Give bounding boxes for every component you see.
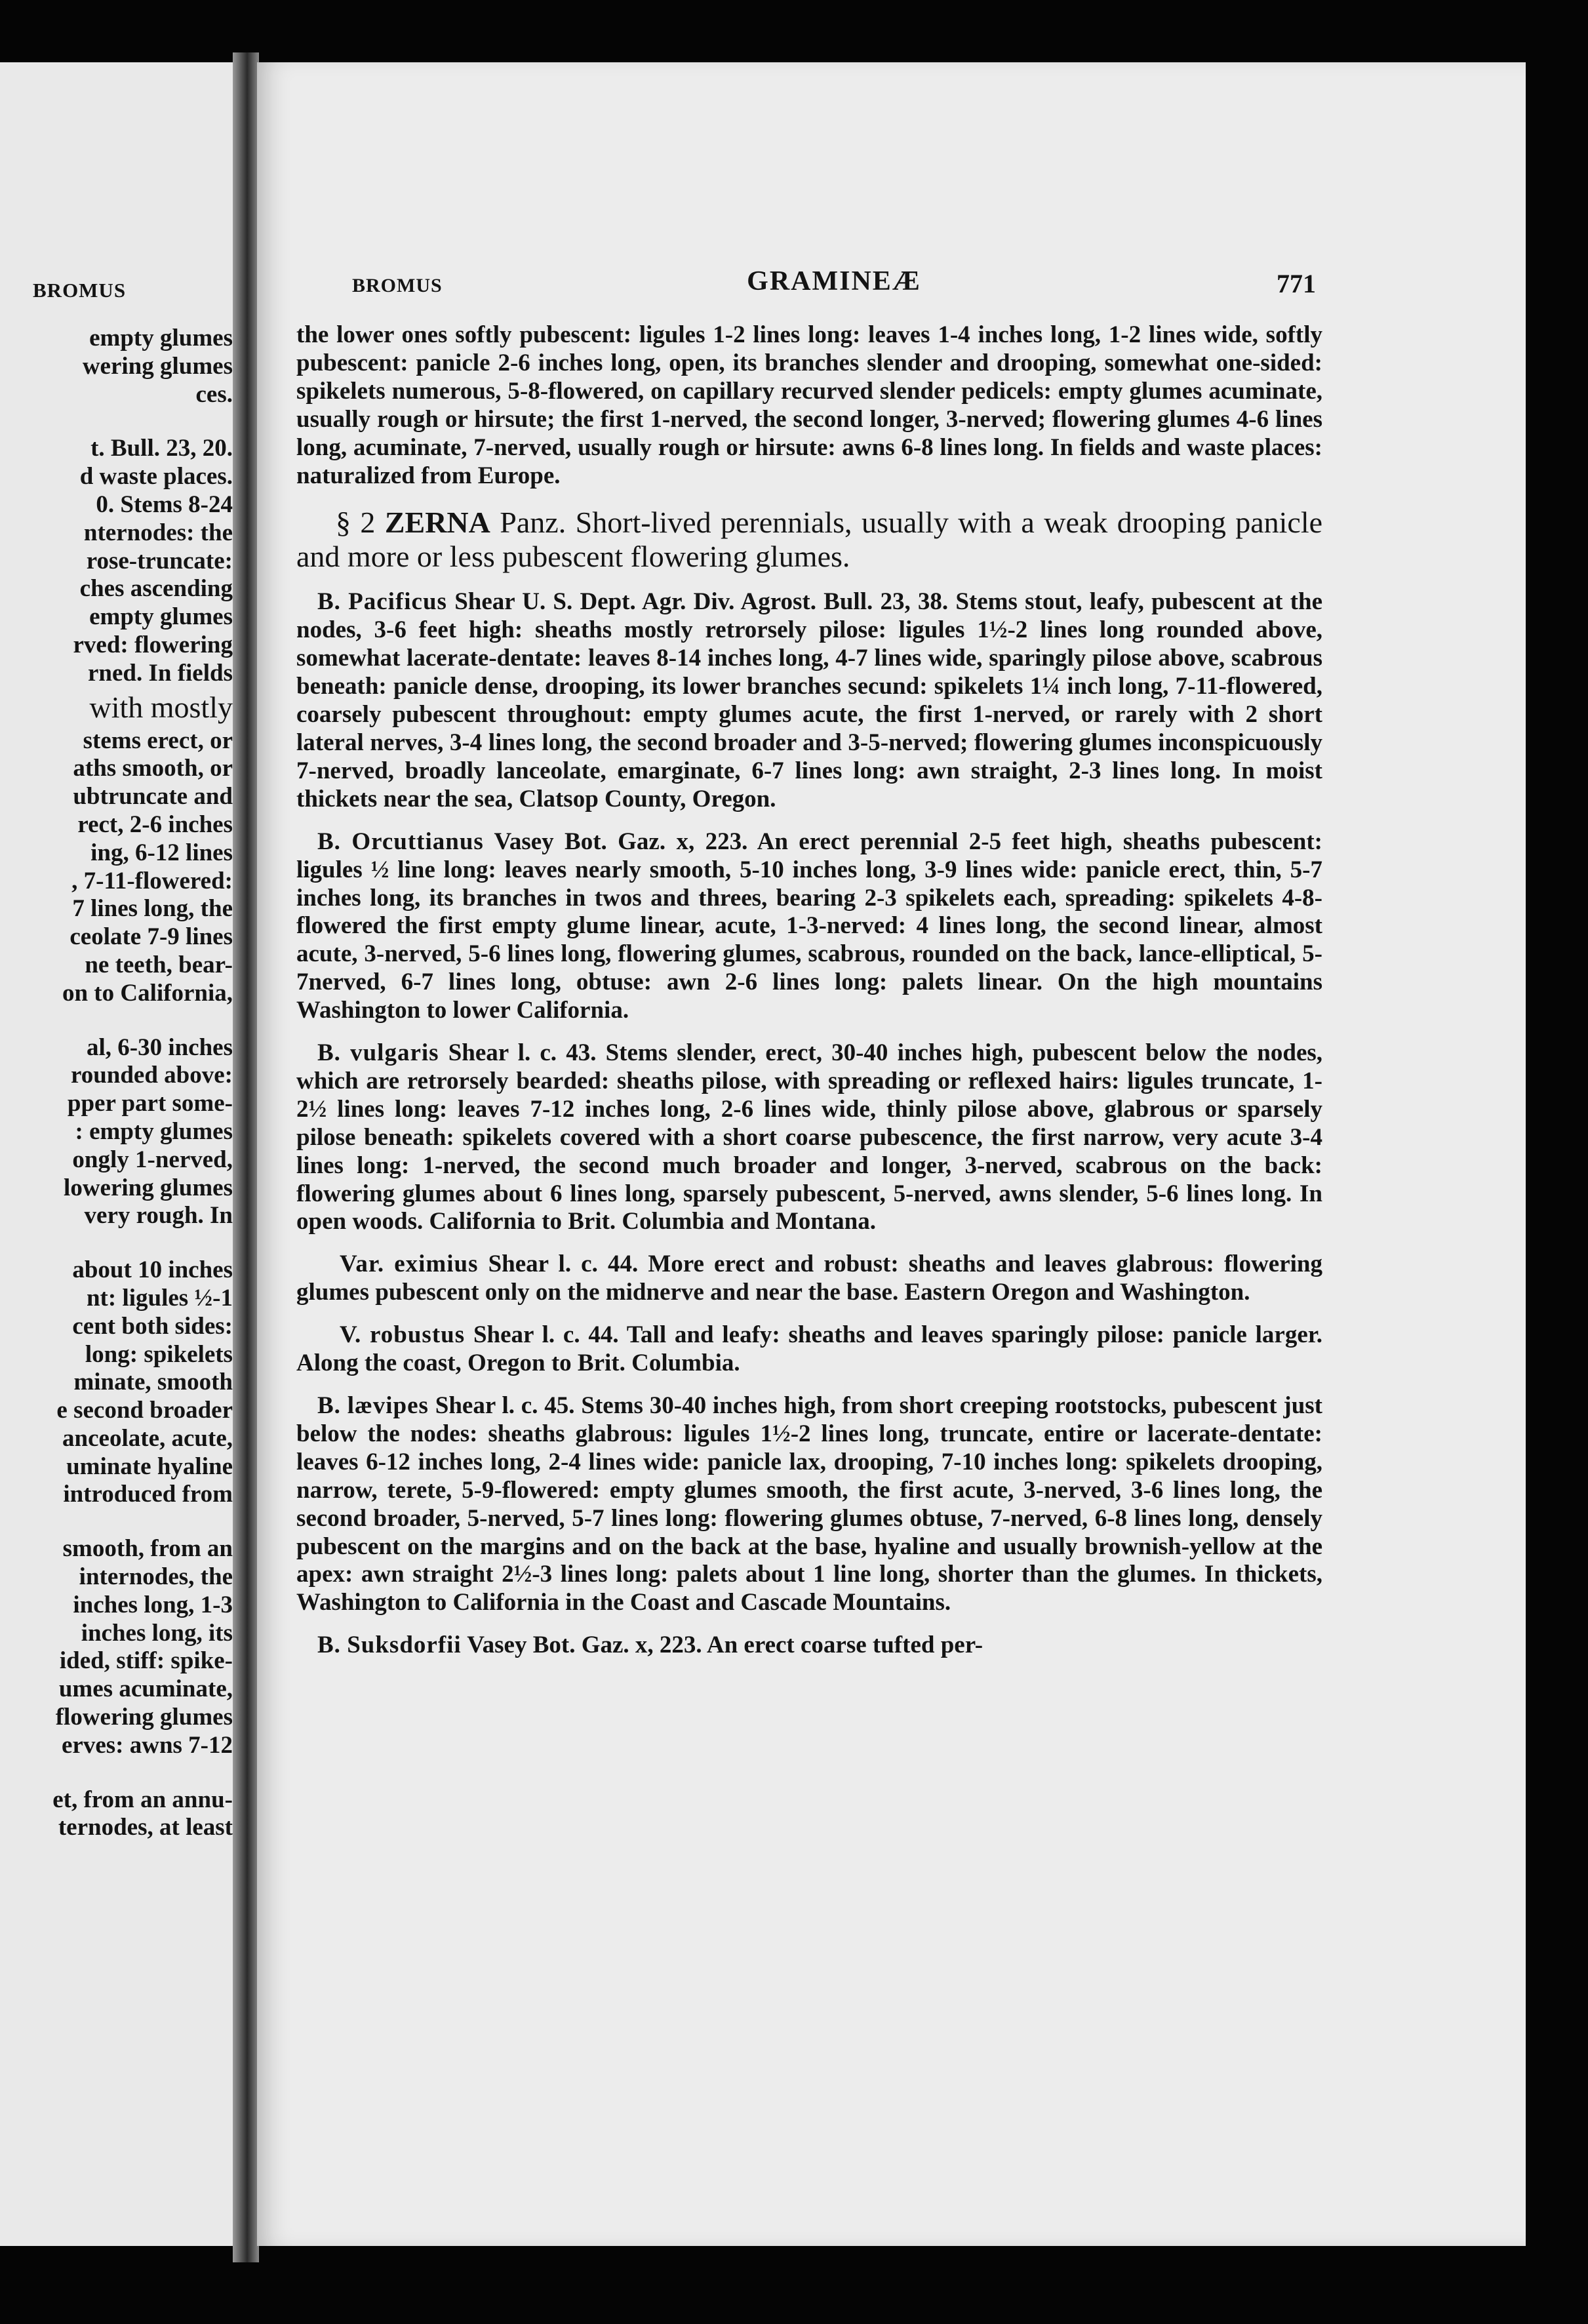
previous-page-line: inches long, its	[81, 1619, 233, 1647]
line-gap	[7, 1760, 233, 1786]
species-abbreviation: V.	[340, 1321, 362, 1349]
previous-page-line: rned. In fields	[87, 659, 233, 687]
previous-page-line: wering glumes	[82, 352, 233, 380]
previous-page-line: rved: flowering	[73, 631, 233, 658]
previous-page-line: anceolate, acute,	[62, 1424, 233, 1452]
previous-page-line: t. Bull. 23, 20.	[90, 435, 233, 462]
species-abbreviation: B.	[317, 1632, 341, 1659]
previous-page-line: very rough. In	[84, 1202, 233, 1230]
previous-page-line: : empty glumes	[75, 1117, 233, 1145]
line-gap	[7, 409, 233, 435]
previous-page-line: internodes, the	[79, 1563, 233, 1591]
line-gap	[7, 1008, 233, 1034]
previous-page-line: ubtruncate and	[73, 783, 233, 811]
previous-page-line: with mostly	[89, 690, 233, 724]
previous-page-line: , 7-11-flowered:	[71, 867, 233, 894]
previous-page-line: umes acuminate,	[58, 1675, 233, 1703]
species-abbreviation: B.	[317, 828, 341, 855]
species-name: vulgaris	[350, 1039, 439, 1067]
book-page	[257, 62, 1526, 2246]
species-entry	[296, 1392, 1322, 1617]
previous-page-line: introduced from	[63, 1481, 233, 1508]
species-entry	[296, 1251, 1322, 1307]
previous-page-line: smooth, from an	[62, 1535, 233, 1563]
previous-page-line: on to California,	[62, 979, 233, 1007]
previous-page-line: al, 6-30 inches	[86, 1033, 233, 1061]
previous-page-line: long: spikelets	[85, 1340, 233, 1368]
species-list	[296, 588, 1322, 1660]
running-head-genus: BROMUS	[352, 275, 443, 296]
running-head-family: GRAMINEÆ	[747, 266, 921, 296]
species-entry	[296, 1632, 1322, 1660]
species-name: Orcuttianus	[351, 828, 484, 855]
species-name: Pacificus	[348, 588, 447, 616]
previous-page-line: cent both sides:	[72, 1312, 233, 1340]
species-description: Shear U. S. Dept. Agr. Div. Agrost. Bull. 23, 38. Stems stout, leafy, pubescent at the nodes, 3-6 feet high: sheaths mostly retrorsely pilose: ligules 1½-2 lines long rounded above, somewhat lacerate-dentate: leaves 8-14 inches long, 4-7 lines wide, sparingly pilose above, scabrous beneath: panicle dense, drooping, its lower branches secund: spikelets 1¼ inch long, 7-11-flowered, coarsely pubescent throughout: empty glumes acute, the first 1-nerved, or rarely with 2 short lateral nerves, 3-4 lines long, the second broader and 3-5-nerved; flowering glumes inconspicuously 7-nerved, broadly lanceolate, emarginate, 6-7 lines long: awn straight, 2-3 lines long. In moist thickets near the sea, Clatsop County, Oregon.	[296, 588, 1323, 812]
species-entry	[296, 588, 1322, 813]
continuation-paragraph: the lower ones softly pubescent: ligules 1-2 lines long: leaves 1-4 inches long, 1-2 lines wide, softly pubescent: panicle 2-6 inches long, open, its branches slender and drooping, somewhat one-sided: spikelets numerous, 5-8-flowered, on capillary recurved slender pedicels: empty glumes acuminate, usually rough or hirsute; the first 1-nerved, the second longer, 3-nerved; flowering glumes 4-6 lines long, acuminate, 7-nerved, usually rough or hirsute: awns 6-8 lines long. In fields and waste places: naturalized from Europe.	[296, 321, 1322, 489]
species-abbreviation: Var.	[340, 1251, 385, 1278]
line-gap	[7, 1230, 233, 1256]
previous-page-line: ongly 1-nerved,	[72, 1146, 233, 1173]
book-gutter	[233, 52, 259, 2262]
species-abbreviation: B.	[317, 1392, 341, 1419]
species-description: Shear l. c. 45. Stems 30-40 inches high, from short creeping rootstocks, pubescent just below the nodes: sheaths glabrous: ligules 1½-2 lines long, truncate, entire or lacerate-dentate: leaves 6-12 inches long, 2-4 lines wide: panicle lax, drooping, 7-10 inches long: spikelets drooping, narrow, terete, 5-9-flowered: empty glumes smooth, the first acute, 3-nerved, 3-6 lines long, the second broader, 5-nerved, 5-7 lines long: flowering glumes obtuse, 7-nerved, 6-8 lines long, densely pubescent on the margins and on the back at the base, hyaline and usually brownish-yellow at the apex: awn straight 2½-3 lines long: palets about 1 line long, shorter than the glumes. In thickets, Washington to California in the Coast and Cascade Mountains.	[296, 1392, 1322, 1616]
previous-page-line: ternodes, at least	[58, 1814, 233, 1841]
previous-page-line: pper part some-	[67, 1090, 233, 1117]
previous-page-line: ceolate 7-9 lines	[69, 923, 233, 951]
species-abbreviation: B.	[317, 1039, 341, 1067]
previous-page-line: ided, stiff: spike-	[59, 1647, 233, 1675]
previous-page-line: erves: awns 7-12	[61, 1731, 233, 1759]
previous-page-line: stems erect, or	[83, 727, 233, 754]
previous-page-fragment	[0, 62, 233, 2246]
section-number: § 2	[336, 506, 376, 540]
species-name: lævipes	[347, 1392, 429, 1419]
page-number: 771	[1277, 269, 1316, 298]
species-description: Shear l. c. 44. Tall and leafy: sheaths and leaves sparingly pilose: panicle larger. Along the coast, Oregon to Brit. Columbia.	[296, 1321, 1323, 1377]
species-entry	[296, 828, 1322, 1025]
page-body	[296, 321, 1322, 1660]
previous-page-line: minate, smooth	[73, 1369, 233, 1396]
running-head	[352, 266, 1316, 305]
species-description: Vasey Bot. Gaz. x, 223. An erect coarse tufted per-	[467, 1632, 983, 1659]
previous-page-line: et, from an annu-	[52, 1786, 233, 1813]
previous-page-line: ches ascending	[79, 575, 233, 603]
section-name: ZERNA	[384, 506, 490, 540]
species-entry	[296, 1039, 1322, 1236]
previous-page-line: uminate hyaline	[66, 1452, 233, 1480]
section-description: Panz. Short-lived perennials, usually with a weak drooping panicle and more or less pubescent flowering glumes.	[296, 506, 1323, 574]
previous-page-line: 7 lines long, the	[72, 895, 233, 923]
species-description: Shear l. c. 43. Stems slender, erect, 30-40 inches high, pubescent below the nodes, which are retrorsely bearded: sheaths pilose, with spreading or reflexed hairs: ligules truncate, 1-2½ lines long: leaves 7-12 inches long, 2-6 lines wide, thinly pilose above, glabrous or sparsely pilose beneath: spikelets covered with a short coarse pubescence, the first narrow, very acute 3-4 lines long: 1-nerved, the second much broader and longer, 3-nerved, scabrous on the back: flowering glumes about 6 lines long, sparsely pubescent, 5-nerved, awns slender, 5-6 lines long. In open woods. California to Brit. Columbia and Montana.	[296, 1039, 1323, 1235]
line-gap	[7, 1509, 233, 1535]
previous-page-line: d waste places.	[79, 463, 233, 491]
species-entry	[296, 1321, 1322, 1378]
species-name: robustus	[370, 1321, 466, 1349]
previous-page-line: e second broader	[56, 1397, 233, 1424]
previous-page-line: empty glumes	[89, 603, 233, 631]
section-heading	[296, 506, 1322, 574]
previous-page-line: rounded above:	[70, 1062, 233, 1089]
species-name: eximius	[394, 1251, 479, 1278]
previous-page-line: nternodes: the	[83, 519, 233, 546]
previous-page-line: rose-truncate:	[86, 547, 233, 574]
previous-page-line: lowering glumes	[64, 1174, 233, 1201]
previous-page-line: 0. Stems 8-24	[96, 491, 233, 518]
previous-page-line: flowering glumes	[55, 1704, 233, 1731]
species-abbreviation: B.	[317, 588, 341, 616]
species-description: Vasey Bot. Gaz. x, 223. An erect perennial 2-5 feet high, sheaths pubescent: ligules ½ line long: leaves nearly smooth, 5-10 inches long, 3-9 lines wide: panicle erect, thin, 5-7 inches long, its branches in twos and threes, bearing 2-3 spikelets each, spreading: spikelets 4-8-flowered the first empty glume linear, acute, 1-3-nerved: 4 lines long, the second linear, almost acute, 3-nerved, 5-6 lines long, flowering glumes, scabrous, rounded on the back, lance-elliptical, 5-7nerved, 6-7 lines long, obtuse: awn 2-6 lines long: palets linear. On the high mountains Washington to lower California.	[296, 828, 1323, 1024]
previous-page-line: ing, 6-12 lines	[90, 839, 233, 866]
previous-page-line: about 10 inches	[72, 1256, 233, 1284]
previous-page-line: aths smooth, or	[73, 755, 233, 782]
previous-page-line: ne teeth, bear-	[85, 951, 233, 978]
species-description: Shear l. c. 44. More erect and robust: sheaths and leaves glabrous: flowering glumes pubescent only on the midnerve and near the base. Eastern Oregon and Washington.	[296, 1251, 1323, 1306]
previous-page-line: empty glumes	[89, 325, 233, 351]
previous-page-line: rect, 2-6 inches	[77, 811, 233, 838]
previous-page-text	[7, 325, 233, 1842]
species-name: Suksdorfii	[347, 1632, 462, 1659]
previous-page-line: ces.	[195, 380, 233, 408]
previous-page-line: inches long, 1-3	[73, 1591, 233, 1618]
previous-page-running-head: BROMUS	[33, 279, 127, 302]
previous-page-line: nt: ligules ½-1	[86, 1284, 233, 1312]
